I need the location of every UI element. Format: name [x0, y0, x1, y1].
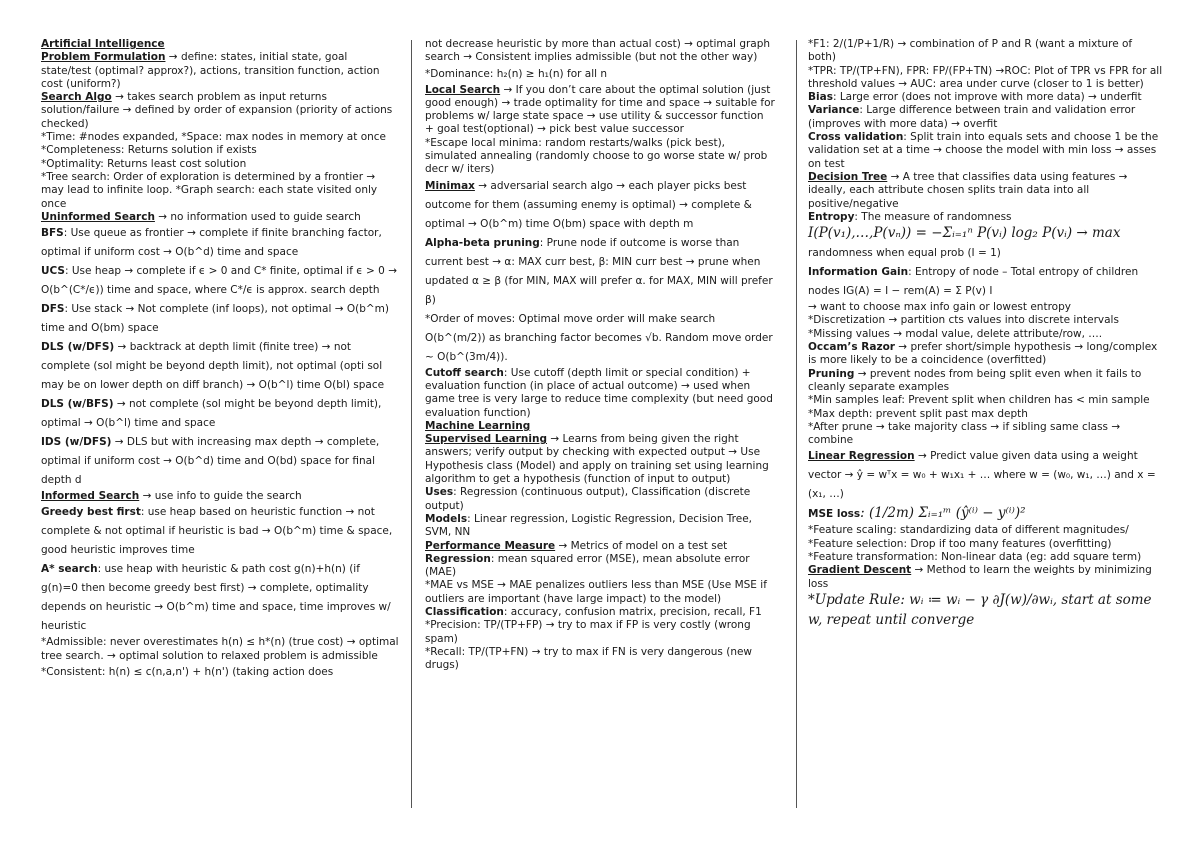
note-paragraph [425, 137, 775, 177]
term-label: BFS [41, 227, 64, 240]
note-paragraph [41, 338, 399, 395]
section-heading: Uninformed Search [41, 210, 155, 223]
note-paragraph [41, 433, 399, 490]
note-paragraph [425, 646, 775, 673]
term-label: Occam’s Razor [808, 341, 895, 354]
note-text: : Prune node if outcome is worse than current best → α: MAX curr best, β: MIN curr best → prune when updated α ≥ β (for MIN, MAX will prefer α. for MAX, MIN will prefer β) [425, 236, 773, 306]
note-paragraph [808, 421, 1163, 448]
note-paragraph [808, 38, 1163, 65]
note-text: → takes search problem as input returns solution/failure → defined by order of expansion (priority of actions checked) [41, 91, 393, 130]
note-text: → A tree that classifies data using features → ideally, each attribute chosen splits train data into all positive/negative [808, 170, 1128, 210]
note-text: *Escape local minima: random restarts/walks (pick best), simulated annealing (randomly choose to go worse state w/ prob decr w/ iters) [425, 136, 768, 176]
term-label: Entropy [808, 210, 855, 223]
term-label: Cross validation [808, 131, 904, 144]
note-text: *Dominance: h₂(n) ≥ h₁(n) for all n [425, 67, 608, 80]
term-label: Information Gain [808, 266, 909, 279]
note-paragraph [808, 524, 1163, 537]
note-text: *Completeness: Returns solution if exists [41, 144, 257, 157]
note-text: : Large difference between train and validation error (improves with more data) → overfit [808, 104, 1136, 130]
note-text: *TPR: TP/(TP+FN), FPR: FP/(FP+TN) →ROC: Plot of TPR vs FPR for all threshold values → AUC: area under curve (closer to 1 is better) [808, 64, 1163, 90]
note-paragraph [41, 51, 399, 91]
section-heading: Artificial Intelligence [41, 38, 165, 50]
note-text: *Discretization → partition cts values into discrete intervals [808, 314, 1119, 327]
term-label: Pruning [808, 367, 855, 380]
note-paragraph [425, 579, 775, 606]
note-paragraph [425, 619, 775, 646]
note-text: → not complete (sol might be beyond depth limit), optimal → O(b^l) time and space [41, 398, 382, 430]
note-text: → backtrack at depth limit (finite tree) → not complete (sol might be beyond depth limit), not optimal (opti sol may be on lower depth on diff branch) → O(b^l) time O(bl) space [41, 341, 385, 392]
note-paragraph [808, 171, 1163, 211]
term-label: UCS [41, 265, 65, 278]
note-paragraph [808, 394, 1163, 407]
note-text: → want to choose max info gain or lowest entropy [808, 301, 1071, 314]
term-label: Cutoff search [425, 366, 504, 379]
note-text: : Large error (does not improve with more data) → underfit [832, 91, 1142, 104]
section-heading: Local Search [425, 83, 501, 96]
note-text: : Use queue as frontier → complete if finite branching factor, optimal if uniform cost → O(b^d) time and space [41, 227, 382, 259]
note-paragraph [41, 503, 399, 560]
note-paragraph [425, 606, 775, 619]
note-paragraph [41, 262, 399, 300]
note-text: *F1: 2/(1/P+1/R) → combination of P and R (want a mixture of both) [808, 38, 1133, 64]
column-2 [425, 38, 775, 673]
note-text: *Order of moves: Optimal move order will make search O(b^(m/2)) as branching factor becomes √b. Random move order ~ O(b^(3m/4)). [425, 312, 773, 363]
column-1 [41, 38, 399, 682]
note-paragraph [41, 171, 399, 211]
term-label: Models [425, 512, 468, 525]
note-text: randomness when equal prob (I = 1) [808, 247, 1001, 260]
column-3 [808, 38, 1163, 631]
note-text: *Missing values → modal value, delete attribute/row, …. [808, 327, 1103, 340]
note-paragraph [425, 65, 775, 84]
section-heading: Linear Regression [808, 450, 915, 463]
note-paragraph [808, 314, 1163, 327]
note-text: : Entropy of node – Total entropy of children nodes IG(A) = I − rem(A) = Σ P(v) I [808, 266, 1139, 298]
note-text: *After prune → take majority class → if sibling same class → combine [808, 420, 1121, 447]
note-paragraph [425, 234, 775, 310]
note-text: *Min samples leaf: Prevent split when children has < min sample [808, 394, 1150, 407]
note-paragraph [41, 560, 399, 636]
section-heading: Informed Search [41, 490, 140, 503]
note-text: *Consistent: h(n) ≤ c(n,a,n') + h(n') (taking action does [41, 666, 334, 679]
section-heading: Minimax [425, 179, 475, 192]
note-paragraph [808, 564, 1163, 591]
note-paragraph [41, 224, 399, 262]
note-text: → Metrics of model on a test set [555, 539, 728, 552]
note-text: : accuracy, confusion matrix, precision, recall, F1 [503, 606, 762, 619]
note-paragraph [41, 211, 399, 224]
note-text: : Regression (continuous output), Classification (discrete output) [425, 486, 751, 512]
note-paragraph [41, 38, 399, 51]
term-label: Greedy best first [41, 506, 141, 519]
note-text: *MAE vs MSE → MAE penalizes outliers less than MSE (Use MSE if outliers are important (have large impact) to the model) [425, 579, 767, 605]
note-text: *Feature scaling: standardizing data of different magnitudes/ [808, 524, 1129, 537]
term-label: Variance [808, 104, 860, 117]
note-paragraph [808, 244, 1163, 263]
note-text: → If you don’t care about the optimal solution (just good enough) → trade optimality for time and space → suitable for problems w/ large state space → use utility & successor function + goal test(optional) → pick best value successor [425, 83, 775, 136]
note-paragraph [808, 224, 1163, 244]
note-text: : use heap with heuristic & path cost g(n)+h(n) (if g(n)=0 then become greedy best first) → complete, optimality depends on heuristic → O(b^m) time and space, time improves w/ heuristic [41, 563, 391, 633]
term-label: DFS [41, 303, 65, 316]
note-text: : use heap based on heuristic function → not complete & not optimal if heuristic is bad → O(b^m) time & space, good heuristic improves time [41, 506, 393, 557]
note-paragraph [808, 447, 1163, 504]
term-label: A* search [41, 563, 98, 576]
note-paragraph [41, 663, 399, 682]
note-paragraph [808, 504, 1163, 524]
column-divider [411, 40, 412, 808]
note-text: → use info to guide the search [139, 490, 302, 503]
column-divider [796, 40, 797, 808]
note-paragraph [41, 300, 399, 338]
note-paragraph [808, 65, 1163, 92]
term-label: Classification [425, 606, 504, 619]
note-text: : The measure of randomness [854, 210, 1012, 223]
section-heading: Search Algo [41, 91, 112, 104]
note-text: *Optimality: Returns least cost solution [41, 157, 247, 170]
note-paragraph [808, 263, 1163, 301]
note-text: : Split train into equals sets and choose 1 be the validation set at a time → choose the model with min loss → asses on test [808, 131, 1159, 170]
note-paragraph [425, 540, 775, 553]
term-label: Alpha-beta pruning [425, 236, 540, 249]
note-text: : mean squared error (MSE), mean absolute error (MAE) [425, 552, 750, 579]
note-paragraph [808, 91, 1163, 104]
note-paragraph [41, 158, 399, 171]
note-paragraph [808, 301, 1163, 314]
note-paragraph [425, 367, 775, 420]
note-text: not decrease heuristic by more than actual cost) → optimal graph search → Consistent implies admissible (but not the other way) [425, 38, 771, 64]
term-label: MSE loss [808, 508, 861, 521]
note-paragraph [425, 486, 775, 513]
section-heading: Performance Measure [425, 539, 556, 552]
section-heading: Supervised Learning [425, 433, 547, 446]
note-paragraph [808, 551, 1163, 564]
term-label: DLS (w/BFS) [41, 398, 114, 411]
note-paragraph [808, 211, 1163, 224]
term-label: Regression [425, 552, 491, 565]
note-text: → prevent nodes from being split even when it fails to cleanly separate examples [808, 367, 1142, 393]
note-text: : Linear regression, Logistic Regression, Decision Tree, SVM, NN [425, 512, 753, 539]
note-paragraph [425, 177, 775, 234]
term-label: Uses [425, 486, 454, 499]
note-text: *Precision: TP/(TP+FP) → try to max if FP is very costly (wrong spam) [425, 619, 751, 645]
note-paragraph [425, 433, 775, 486]
note-paragraph [808, 368, 1163, 395]
note-paragraph [808, 538, 1163, 551]
note-paragraph [808, 131, 1163, 171]
note-paragraph [808, 408, 1163, 421]
note-text: : Use heap → complete if ϵ > 0 and C* finite, optimal if ϵ > 0 → O(b^(C*/ϵ)) time and space, where C*/ϵ is approx. search depth [41, 265, 397, 297]
note-paragraph [808, 104, 1163, 131]
section-heading: Gradient Descent [808, 564, 912, 577]
note-paragraph [425, 420, 775, 433]
formula-text: : (1/2m) Σᵢ₌₁ᵐ (ŷ⁽ⁱ⁾ − y⁽ⁱ⁾)² [860, 505, 1026, 522]
note-text: : Use cutoff (depth limit or special condition) + evaluation function (in place of actual outcome) → used when game tree is very large to reduce time complexity (but need good evaluation function) [425, 366, 773, 419]
note-text: → adversarial search algo → each player picks best outcome for them (assuming enemy is optimal) → complete & optimal → O(b^m) time O(bm) space with depth m [425, 179, 752, 230]
term-label: Bias [808, 91, 833, 104]
note-paragraph [808, 328, 1163, 341]
note-text: → Predict value given data using a weight vector → ŷ = wᵀx = w₀ + w₁x₁ + … where w = (w₀, w₁, …) and x = (x₁, …) [808, 450, 1156, 501]
note-text: → DLS but with increasing max depth → complete, optimal if uniform cost → O(b^d) time and O(bd) space for final depth d [41, 436, 380, 487]
section-heading: Decision Tree [808, 170, 888, 183]
note-text: *Max depth: prevent split past max depth [808, 407, 1028, 420]
note-paragraph [808, 591, 1163, 631]
note-paragraph [41, 91, 399, 131]
formula-text: *Update Rule: wᵢ ≔ wᵢ − γ ∂J(w)/∂wᵢ, start at some w, repeat until converge [808, 591, 1152, 628]
note-paragraph [808, 341, 1163, 368]
note-text: *Admissible: never overestimates h(n) ≤ h*(n) (true cost) → optimal tree search. → optimal solution to relaxed problem is admissible [41, 636, 399, 662]
note-paragraph [41, 131, 399, 144]
note-paragraph [425, 310, 775, 367]
note-text: → Learns from being given the right answers; verify output by checking with expected output → Use Hypothesis class (Model) and apply on training set using learning algorithm to get a hypothesis (function of input to output) [425, 433, 769, 486]
note-paragraph [425, 38, 775, 65]
note-paragraph [41, 636, 399, 663]
note-paragraph [41, 395, 399, 433]
note-text: → define: states, initial state, goal state/test (optimal? approx?), actions, transition function, action cost (uniform?) [41, 51, 380, 90]
note-text: → Method to learn the weights by minimizing loss [808, 564, 1152, 590]
note-text: *Feature selection: Drop if too many features (overfitting) [808, 537, 1112, 550]
term-label: IDS (w/DFS) [41, 436, 112, 449]
formula-text: I(P(v₁),…,P(vₙ)) = −Σᵢ₌₁ⁿ P(vᵢ) log₂ P(vᵢ) → max [808, 225, 1121, 242]
term-label: DLS (w/DFS) [41, 341, 115, 354]
note-text: *Recall: TP/(TP+FN) → try to max if FN is very dangerous (new drugs) [425, 645, 753, 672]
note-text: *Time: #nodes expanded, *Space: max nodes in memory at once [41, 131, 387, 144]
note-text: *Feature transformation: Non-linear data (eg: add square term) [808, 551, 1142, 564]
note-paragraph [41, 490, 399, 503]
note-paragraph [425, 513, 775, 540]
section-heading: Problem Formulation [41, 51, 166, 64]
note-text: *Tree search: Order of exploration is determined by a frontier → may lead to infinite loop. *Graph search: each state visited only once [41, 170, 378, 210]
note-text: → no information used to guide search [154, 210, 361, 223]
section-heading: Machine Learning [425, 419, 531, 432]
note-paragraph [425, 84, 775, 137]
note-text: : Use stack → Not complete (inf loops), not optimal → O(b^m) time and O(bm) space [41, 303, 389, 335]
note-paragraph [41, 144, 399, 157]
note-paragraph [425, 553, 775, 580]
note-text: → prefer short/simple hypothesis → long/complex is more likely to be a coincidence (overfitted) [808, 341, 1158, 367]
